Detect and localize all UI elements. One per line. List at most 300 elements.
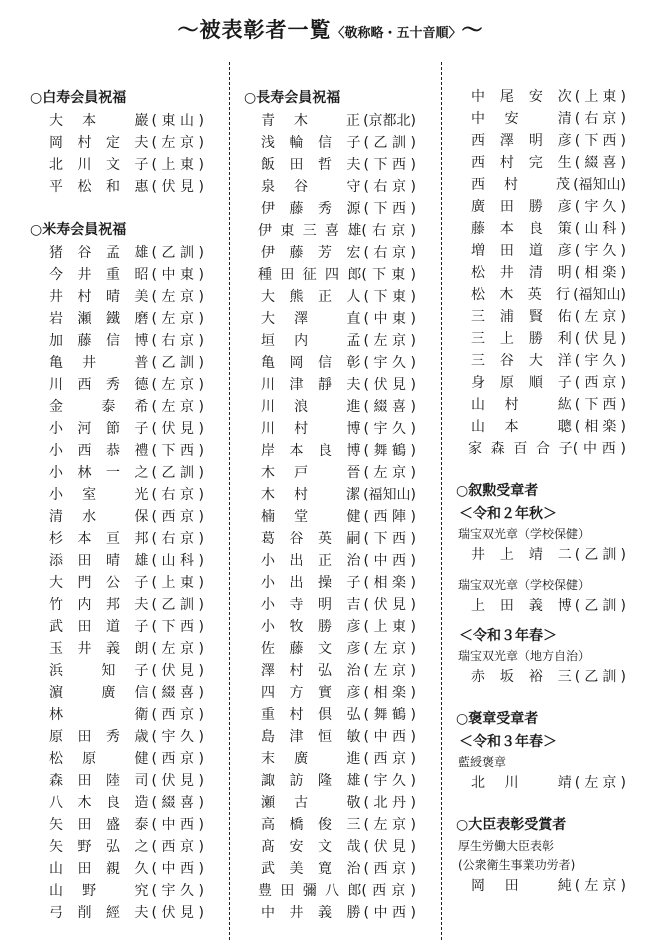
region-char: 久 [179,883,194,899]
honoree-name [468,416,575,438]
honoree-region [363,858,416,880]
name-char: 義 [528,598,543,614]
name-char: 西 [471,155,485,171]
region-char: 鶴 [391,443,406,459]
name-char: 陸 [105,773,120,789]
region-char: 京 [602,309,617,325]
name-char: 宏 [346,245,361,261]
region-char: 宇 [584,243,599,259]
region-char: 西 [161,751,176,767]
name-char: 邦 [134,531,149,547]
name-char: 久 [134,861,149,877]
name-char: 彦 [557,243,572,259]
name-char: 青 [261,113,275,129]
name-char: 亘 [105,531,120,547]
region-char: 京 [602,375,617,391]
name-char: 進 [346,751,361,767]
region-char: ) [198,553,204,569]
name-char: 尾 [499,89,514,105]
region-char: 喜 [179,795,194,811]
name-char: 葛 [261,531,275,547]
region-char: 伏 [161,773,176,789]
name-char: 健 [134,751,149,767]
region-char: 西 [391,905,406,921]
honoree-row [244,858,416,880]
name-char: 之 [134,465,149,481]
region-char: 科 [602,221,617,237]
honoree-row [30,704,204,726]
name-char: 良 [528,221,543,237]
name-char: 雄 [346,773,361,789]
region-char: 京 [391,179,406,195]
name-char: 勝 [528,331,543,347]
name-char: 子 [134,157,149,173]
honoree-name [46,550,151,572]
name-char: 清 [49,509,63,525]
region-char: ) [410,663,416,679]
region-char: ) [410,641,416,657]
region-char: 京 [391,245,406,261]
honoree-region [151,396,204,418]
honoree-name [46,396,151,418]
region-char: 京 [179,751,194,767]
honoree-region [151,770,204,792]
honoree-name [258,506,363,528]
honoree-name [46,682,151,704]
honoree-region [151,814,204,836]
region-char: ) [410,531,416,547]
region-char: ( [151,509,157,525]
name-char: 木 [499,287,514,303]
honoree-row [30,132,204,154]
honoree-name [468,174,573,196]
name-char: 田 [77,773,92,789]
name-char: 彦 [346,641,361,657]
name-char: 磨 [134,311,149,327]
region-char: ) [410,619,416,635]
region-char: ( [363,707,369,723]
honoree-row [244,176,416,198]
section-heading-beiju: ○米寿会員祝福 [30,222,127,238]
region-char: 久 [602,353,617,369]
name-char: 親 [105,861,120,877]
honoree-region [363,462,416,484]
name-char: 彰 [346,355,361,371]
honoree-name [46,660,151,682]
name-char: 博 [346,421,361,437]
name-char: 室 [82,487,97,503]
name-char: 寛 [317,861,332,877]
honoree-region [575,595,626,617]
region-char: ) [410,575,416,591]
name-char: 矢 [49,839,63,855]
name-char: 津 [289,377,304,393]
name-char: 征 [302,267,317,283]
region-char: ( [151,179,157,195]
name-char: 山 [471,419,485,435]
region-char: ( [363,157,369,173]
region-char: ) [410,289,416,305]
name-char: 添 [49,553,63,569]
honoree-region [363,198,416,220]
name-char: 澤 [294,311,309,327]
name-char: 川 [77,157,92,173]
name-char: 和 [105,179,120,195]
region-char: 訓 [179,355,194,371]
honoree-row [30,836,204,858]
name-char: 牧 [289,619,304,635]
honoree-name [46,176,151,198]
honoree-row [244,506,416,528]
honoree-name [468,328,575,350]
name-char: 吉 [346,597,361,613]
name-char: 敬 [346,795,361,811]
region-char: 知 [592,177,607,193]
honoree-name [46,528,151,550]
name-char: 禮 [134,443,149,459]
region-char: ( [151,553,157,569]
honoree-row [244,814,416,836]
name-char: 西 [77,377,92,393]
region-char: 知 [382,487,397,503]
honoree-name [258,352,363,374]
honoree-region [575,416,626,438]
name-char: 藤 [77,333,92,349]
name-char: 小 [261,597,275,613]
region-char: 左 [161,641,176,657]
honoree-region [575,218,626,240]
name-char: 山 [471,397,485,413]
honoree-row [244,704,416,726]
region-char: ) [198,795,204,811]
honoree-region [151,308,204,330]
name-char: 司 [134,773,149,789]
name-char: 飯 [261,157,275,173]
region-char: ) [198,817,204,833]
name-char: 子 [557,375,572,391]
honoree-name [468,394,575,416]
region-char: ) [198,531,204,547]
honoree-row [30,396,204,418]
name-char: 晴 [105,289,120,305]
honoree-name [46,616,151,638]
region-char: ( [151,685,157,701]
region-char: 左 [161,377,176,393]
region-char: ( [363,641,369,657]
region-char: ( [363,729,369,745]
honoree-region [363,528,416,550]
name-char: 種 [258,267,272,283]
region-char: ( [151,773,157,789]
name-char: 豊 [258,883,272,899]
region-char: ) [410,399,416,415]
region-char: 相 [584,265,599,281]
region-char: 久 [391,773,406,789]
honoree-row [30,506,204,528]
honoree-row [456,218,626,240]
honoree-name [468,544,575,566]
region-char: 東 [179,157,194,173]
region-char: 中 [373,553,388,569]
honoree-row [244,220,416,242]
region-char: ) [198,267,204,283]
name-char: 紘 [557,397,572,413]
region-char: 京 [179,487,194,503]
name-char: 弘 [317,663,332,679]
honoree-name [468,350,575,372]
region-char: 相 [373,685,388,701]
honoree-name [258,638,363,660]
honoree-name [258,748,363,770]
name-char: 岡 [471,878,485,894]
region-char: 西 [372,883,387,899]
honoree-row [456,875,626,897]
name-char: 正 [346,113,361,129]
honoree-name [46,264,151,286]
region-char: 西 [161,839,176,855]
name-char: 北 [471,775,485,791]
honoree-row [244,682,416,704]
name-char: 彌 [302,883,317,899]
honoree-row [244,880,416,902]
region-char: 京 [179,641,194,657]
name-char: 大 [49,575,63,591]
honoree-name [468,438,573,460]
region-char: ) [198,707,204,723]
honoree-name [468,130,575,152]
region-char: ) [410,465,416,481]
honoree-name [258,440,363,462]
name-char: 二 [557,547,572,563]
award-name: 瑞宝双光章（学校保健） [458,527,591,541]
region-char: ) [410,377,416,393]
name-char: 巖 [134,113,149,129]
name-char: 勝 [528,199,543,215]
region-char: 中 [582,441,597,457]
region-char: ( [151,729,157,745]
name-char: 武 [261,861,275,877]
region-char: 下 [161,443,176,459]
name-char: 喜 [325,223,340,239]
region-char: ) [410,179,416,195]
region-char: 東 [391,619,406,635]
region-char: ( [363,575,369,591]
name-char: 岸 [261,443,275,459]
honoree-region [363,836,416,858]
honoree-name [46,286,151,308]
region-char: 西 [391,553,406,569]
region-char: 東 [179,267,194,283]
name-char: 利 [557,331,572,347]
honoree-row [30,550,204,572]
honoree-region [361,220,416,242]
honoree-row [456,666,626,688]
region-char: 訓 [391,135,406,151]
region-char: 中 [373,311,388,327]
name-char: 津 [289,729,304,745]
region-char: 中 [161,861,176,877]
name-char: 垣 [261,333,275,349]
name-char: 順 [528,375,543,391]
name-char: 村 [289,663,304,679]
name-char: 秀 [317,201,332,217]
honoree-name [46,462,151,484]
name-char: 出 [289,575,304,591]
award-name: 瑞宝双光章（学校保健） [458,578,591,592]
region-char: ) [410,421,416,437]
region-char: 宇 [161,883,176,899]
region-char: 乙 [584,669,599,685]
region-char: 相 [584,419,599,435]
honoree-region [363,748,416,770]
region-char: ( [363,685,369,701]
region-char: ( [574,155,581,171]
honoree-region [575,130,626,152]
honoree-region [575,328,626,350]
honoree-row [456,394,626,416]
name-char: 小 [49,421,63,437]
honoree-region [151,638,204,660]
honoree-name [46,418,151,440]
honoree-row [30,154,204,176]
honoree-region [151,836,204,858]
honoree-name [258,660,363,682]
region-char: 見 [179,421,194,437]
honoree-name [46,352,151,374]
honoree-region [151,858,204,880]
name-char: 大 [528,353,543,369]
name-char: 上 [499,547,514,563]
honoree-name [46,110,151,132]
name-char: 髙 [261,839,275,855]
region-char: 久 [391,355,406,371]
honoree-row [30,814,204,836]
name-char: 林 [77,465,92,481]
name-char: 西 [77,443,92,459]
honoree-name [258,462,363,484]
region-char: 京 [179,377,194,393]
honoree-region [363,132,416,154]
region-char: ( [363,377,369,393]
region-char: 見 [179,663,194,679]
name-char: 橋 [289,817,304,833]
region-char: ( [574,598,581,614]
name-char: 生 [557,155,572,171]
column-divider [441,62,442,940]
region-char: ( [151,597,157,613]
name-char: 村 [499,155,514,171]
region-char: 上 [373,619,388,635]
name-char: 中 [471,89,485,105]
region-char: 喜 [602,155,617,171]
honoree-row [244,110,416,132]
region-char: ) [620,419,626,435]
region-char: ) [198,333,204,349]
name-char: 直 [346,311,361,327]
honoree-row [30,726,204,748]
name-char: 哉 [346,839,361,855]
region-char: ) [620,199,626,215]
name-char: 操 [317,575,332,591]
region-char: 京 [179,333,194,349]
region-char: 北 [373,795,388,811]
region-char: ( [363,751,369,767]
honoree-name [258,198,363,220]
region-char: 喜 [391,399,406,415]
region-char: ) [198,597,204,613]
honoree-region [151,726,204,748]
honoree-region [573,174,626,196]
region-char: 京 [602,775,617,791]
honoree-name [46,770,151,792]
region-char: 久 [179,729,194,745]
honoree-region [151,374,204,396]
honoree-row [30,374,204,396]
name-char: 公 [105,575,120,591]
name-char: 實 [317,685,332,701]
region-char: 見 [179,179,194,195]
name-char: 小 [261,575,275,591]
name-char: 田 [77,729,92,745]
award-name: 瑞宝双光章（地方自治） [458,649,591,663]
honoree-name [258,396,363,418]
name-char: 赤 [471,669,485,685]
name-char: 彦 [557,133,572,149]
name-char: 大 [49,113,63,129]
honoree-name [46,726,151,748]
honoree-row [244,308,416,330]
region-char: 丹 [391,795,406,811]
region-char: ) [620,441,626,457]
region-char: ) [198,619,204,635]
honoree-region [363,682,416,704]
region-char: 西 [602,397,617,413]
name-char: 浦 [499,309,514,325]
name-char: 金 [49,399,63,415]
honoree-list-beiju [30,242,204,924]
region-char: 京 [602,878,617,894]
name-char: 川 [261,399,275,415]
region-char: ( [363,179,369,195]
honoree-region [575,86,626,108]
region-char: 西 [161,707,176,723]
honoree-name [46,902,151,924]
honoree-name [258,242,363,264]
name-char: 林 [49,707,63,723]
honoree-row [244,352,416,374]
name-char: 百 [513,441,528,457]
region-char: 久 [391,421,406,437]
name-char: 玉 [49,641,63,657]
region-char: ( [574,265,581,281]
name-char: 守 [346,179,361,195]
region-char: ( [151,663,157,679]
region-char: ( [363,311,369,327]
name-char: 正 [317,553,332,569]
region-char: ( [574,547,581,563]
region-char: 東 [391,267,406,283]
region-char: ( [363,773,369,789]
name-char: 原 [49,729,63,745]
honoree-name [258,528,363,550]
name-char: 策 [557,221,572,237]
name-char: 谷 [77,245,92,261]
name-char: 西 [471,177,485,193]
honoree-region [151,528,204,550]
name-char: 戸 [294,465,309,481]
region-char: ) [198,377,204,393]
honoree-region [575,262,626,284]
